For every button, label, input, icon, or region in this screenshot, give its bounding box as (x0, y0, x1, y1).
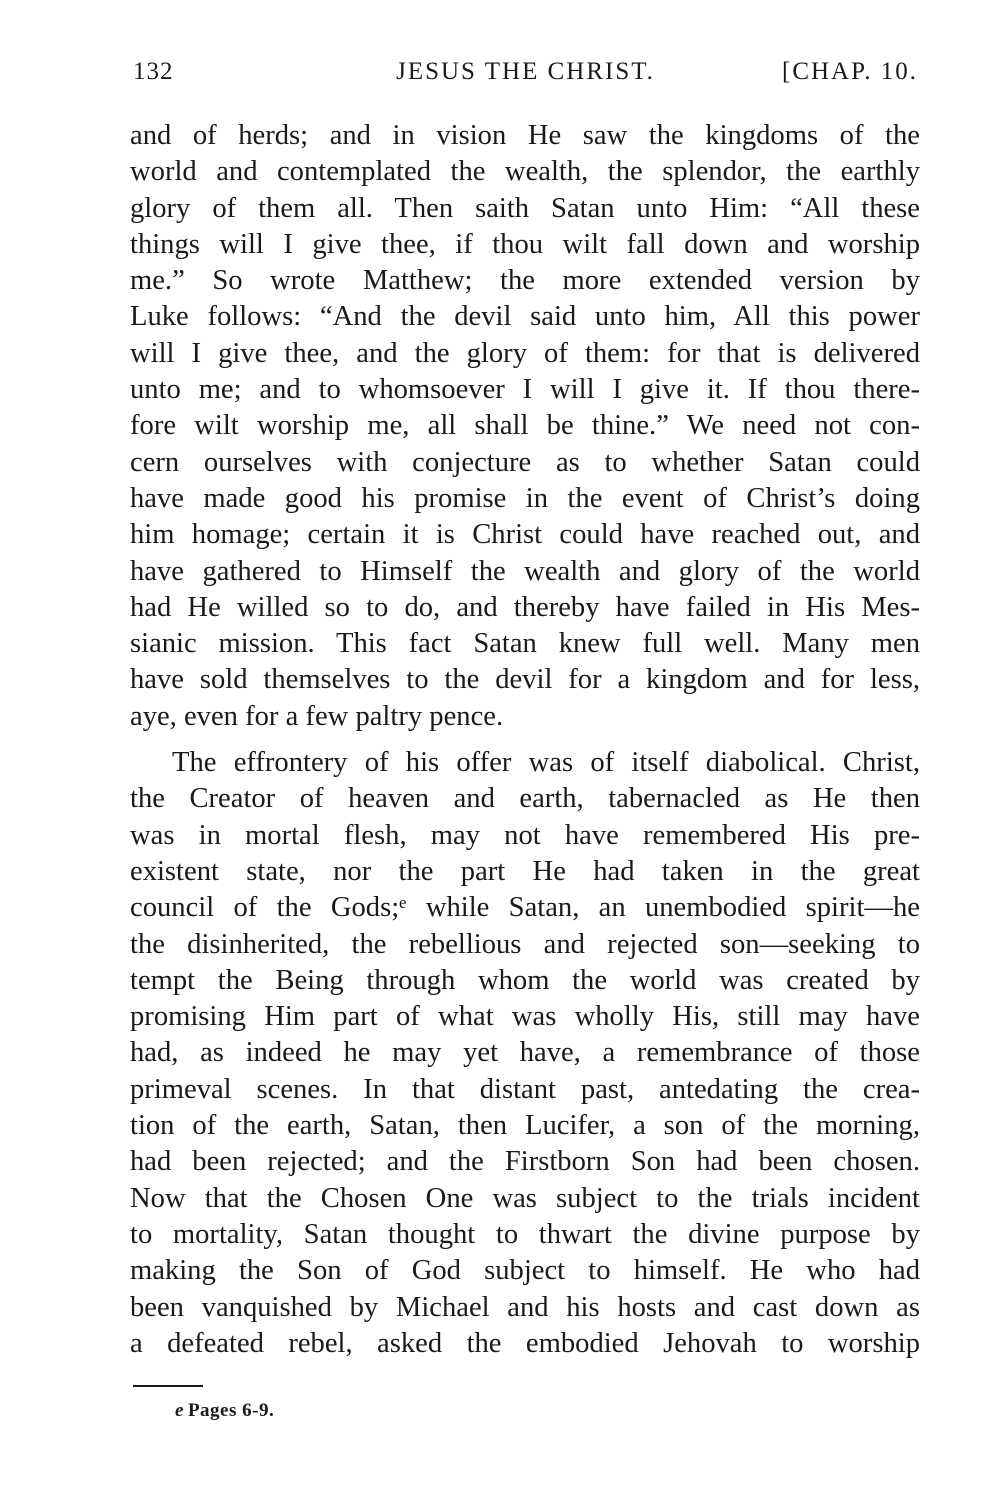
text-line: will I give thee, and the glory of them: for that is delivered (130, 337, 920, 369)
footnote (175, 1400, 274, 1422)
text-line: The effrontery of his offer was of itself diabolical. Christ, (172, 747, 920, 779)
text-line: glory of them all. Then saith Satan unto Him: “All these (130, 192, 920, 224)
text-line: Now that the Chosen One was subject to the trials incident (130, 1182, 920, 1214)
footnote-text: Pages 6-9. (187, 1400, 275, 1421)
text-line: me.” So wrote Matthew; the more extended version by (130, 265, 920, 297)
chapter-label: [CHAP. 10. (782, 58, 918, 85)
text-line: had been rejected; and the Firstborn Son had been chosen. (130, 1146, 920, 1178)
text-line: things will I give thee, if thou wilt fall down and worship (130, 228, 920, 260)
footnote-marker: e (175, 1400, 184, 1421)
text-line: the disinherited, the rebellious and rejected son—seeking to (130, 928, 920, 960)
paragraph-1 (130, 118, 920, 735)
text-line: fore wilt worship me, all shall be thine.” We need not con- (130, 410, 920, 442)
footnote-rule (133, 1385, 203, 1387)
text-line: Luke follows: “And the devil said unto him, All this power (130, 301, 920, 333)
text-line: world and contemplated the wealth, the splendor, the earthly (130, 156, 920, 188)
text-line: promising Him part of what was wholly His, still may have (130, 1001, 920, 1033)
text-line: unto me; and to whomsoever I will I give it. If thou there- (130, 374, 920, 406)
running-header (133, 58, 918, 98)
text-line: him homage; certain it is Christ could have reached out, and (130, 519, 920, 551)
text-line: cern ourselves with conjecture as to whether Satan could (130, 446, 920, 478)
text-line: was in mortal flesh, may not have remembered His pre- (130, 819, 920, 851)
running-title: JESUS THE CHRIST. (396, 58, 655, 85)
text-line: have gathered to Himself the wealth and glory of the world (130, 555, 920, 587)
text-line: have made good his promise in the event of Christ’s doing (130, 482, 920, 514)
text-line: tion of the earth, Satan, then Lucifer, a son of the morning, (130, 1110, 920, 1142)
text-line: have sold themselves to the devil for a kingdom and for less, (130, 664, 920, 696)
text-line: aye, even for a few paltry pence. (130, 700, 504, 732)
text-line: had, as indeed he may yet have, a remembrance of those (130, 1037, 920, 1069)
text-line: been vanquished by Michael and his hosts and cast down as (130, 1291, 920, 1323)
body-text (130, 118, 920, 1362)
text-line: the Creator of heaven and earth, tabernacled as He then (130, 783, 920, 815)
text-line: tempt the Being through whom the world was created by (130, 964, 920, 996)
paragraph-2 (130, 745, 920, 1362)
text-line: making the Son of God subject to himself. He who had (130, 1255, 920, 1287)
text-line: and of herds; and in vision He saw the kingdoms of the (130, 120, 920, 151)
text-line: a defeated rebel, asked the embodied Jehovah to worship (130, 1327, 920, 1359)
text-line: council of the Gods;ᵉ while Satan, an unembodied spirit—he (130, 892, 920, 924)
text-line: sianic mission. This fact Satan knew full well. Many men (130, 628, 920, 660)
text-line: to mortality, Satan thought to thwart the divine purpose by (130, 1218, 920, 1250)
paragraph-gap (130, 735, 920, 745)
text-line: had He willed so to do, and thereby have failed in His Mes- (130, 591, 920, 623)
page-number: 132 (133, 58, 174, 85)
text-line: existent state, nor the part He had taken in the great (130, 855, 920, 887)
text-line: primeval scenes. In that distant past, antedating the crea- (130, 1073, 920, 1105)
